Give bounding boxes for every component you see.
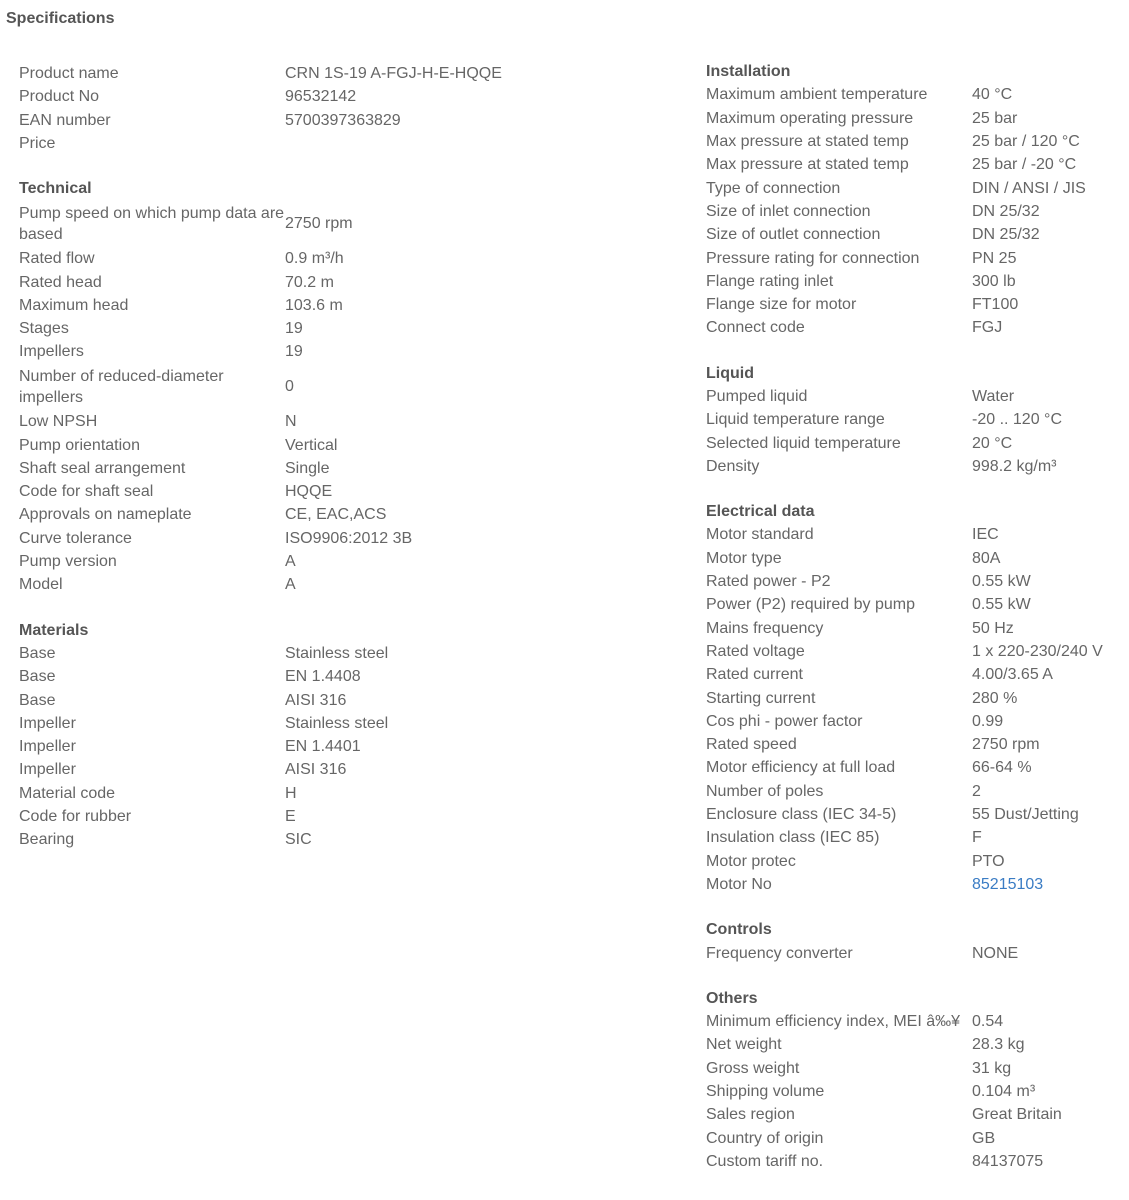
spec-row (706, 1126, 1126, 1149)
spec-row (19, 364, 539, 411)
spec-value: CRN 1S-19 A-FGJ-H-E-HQQE (285, 65, 502, 83)
spec-label: Rated power - P2 (706, 573, 831, 591)
spec-row (706, 455, 1126, 478)
left-column (19, 62, 539, 874)
spec-value: GB (972, 1129, 996, 1147)
spec-label: Custom tariff no. (706, 1152, 824, 1170)
spec-value: HQQE (285, 483, 333, 501)
spec-label: Starting current (706, 689, 816, 707)
others-section (706, 987, 1126, 1173)
spec-label: Motor type (706, 549, 782, 567)
spec-row (706, 780, 1126, 803)
spec-label: Base (19, 668, 56, 686)
section-title-controls: Controls (706, 921, 772, 939)
spec-label: Pump speed on which pump data are based (19, 204, 285, 243)
right-column (706, 60, 1126, 1195)
spec-label: Max pressure at stated temp (706, 133, 909, 151)
materials-section (19, 619, 539, 852)
spec-row (706, 385, 1126, 408)
section-title-electrical: Electrical data (706, 503, 815, 521)
spec-value: 2750 rpm (285, 215, 353, 233)
spec-value: 31 kg (972, 1059, 1012, 1077)
spec-row (706, 293, 1126, 316)
spec-row (706, 1033, 1126, 1056)
spec-row (706, 316, 1126, 339)
spec-value: 2750 rpm (972, 736, 1040, 754)
spec-label: Size of inlet connection (706, 202, 871, 220)
spec-label: Product name (19, 65, 119, 83)
spec-row (706, 593, 1126, 616)
spec-row (19, 433, 539, 456)
spec-label: Motor standard (706, 526, 814, 544)
spec-row (706, 710, 1126, 733)
spec-value: 25 bar / 120 °C (972, 133, 1080, 151)
spec-label: Impeller (19, 714, 76, 732)
spec-label: Flange size for motor (706, 296, 857, 314)
spec-value: N (285, 413, 297, 431)
spec-label: Impeller (19, 738, 76, 756)
spec-value: H (285, 784, 297, 802)
liquid-section (706, 362, 1126, 478)
spec-value: 19 (285, 343, 303, 361)
spec-value: PTO (972, 852, 1005, 870)
spec-value: 280 % (972, 689, 1018, 707)
spec-label: Motor efficiency at full load (706, 759, 896, 777)
spec-value: 0.54 (972, 1013, 1004, 1031)
spec-value: 70.2 m (285, 273, 334, 291)
spec-row (19, 550, 539, 573)
spec-value: 55 Dust/Jetting (972, 806, 1079, 824)
spec-label: Liquid temperature range (706, 411, 885, 429)
spec-label: Maximum operating pressure (706, 109, 914, 127)
spec-label: Minimum efficiency index, MEI â‰¥ (706, 1013, 961, 1031)
spec-row (19, 294, 539, 317)
spec-label: Country of origin (706, 1129, 824, 1147)
spec-row (19, 782, 539, 805)
controls-section (706, 918, 1126, 965)
spec-value: 0.55 kW (972, 596, 1031, 614)
spec-label: Connect code (706, 319, 805, 337)
technical-section (19, 177, 539, 596)
spec-label: Size of outlet connection (706, 226, 881, 244)
spec-row (706, 686, 1126, 709)
spec-value: Single (285, 459, 330, 477)
spec-row (706, 1150, 1126, 1173)
spec-label: Number of poles (706, 782, 824, 800)
spec-value: IEC (972, 526, 999, 544)
section-title-liquid: Liquid (706, 364, 754, 382)
spec-label: Selected liquid temperature (706, 434, 901, 452)
spec-row (706, 733, 1126, 756)
spec-row (706, 176, 1126, 199)
spec-label: Flange rating inlet (706, 272, 834, 290)
spec-row (706, 1057, 1126, 1080)
spec-value: 4.00/3.65 A (972, 666, 1053, 684)
page-title: Specifications (6, 10, 115, 27)
spec-value: EN 1.4401 (285, 738, 361, 756)
spec-row (706, 153, 1126, 176)
spec-value: DN 25/32 (972, 226, 1040, 244)
spec-label: Maximum ambient temperature (706, 86, 928, 104)
spec-label: Code for shaft seal (19, 483, 154, 501)
spec-label: Bearing (19, 831, 75, 849)
spec-value: 66-64 % (972, 759, 1032, 777)
spec-value: E (285, 808, 296, 826)
spec-value: -20 .. 120 °C (972, 411, 1062, 429)
spec-row (706, 850, 1126, 873)
spec-row (19, 457, 539, 480)
spec-value: 0.104 m³ (972, 1083, 1036, 1101)
spec-label: Maximum head (19, 296, 129, 314)
installation-section (706, 60, 1126, 340)
spec-row (706, 431, 1126, 454)
spec-value: F (972, 829, 982, 847)
spec-value: 103.6 m (285, 296, 343, 314)
section-title-installation: Installation (706, 63, 791, 80)
spec-row (706, 547, 1126, 570)
spec-value: 19 (285, 320, 303, 338)
spec-value: 50 Hz (972, 619, 1014, 637)
spec-value: 0 (285, 378, 294, 396)
motor-no-link[interactable]: 85215103 (972, 875, 1044, 893)
spec-value: 25 bar (972, 109, 1018, 127)
spec-row (19, 642, 539, 665)
spec-row (19, 480, 539, 503)
spec-label: Model (19, 576, 63, 594)
spec-row (706, 570, 1126, 593)
spec-row (19, 200, 539, 247)
spec-value: Water (972, 388, 1015, 405)
spec-label: Price (19, 135, 56, 153)
spec-label: Max pressure at stated temp (706, 156, 909, 174)
spec-row (19, 340, 539, 363)
spec-label: Rated speed (706, 736, 797, 754)
spec-value: 2 (972, 782, 981, 800)
spec-row (19, 247, 539, 270)
spec-value: 300 lb (972, 272, 1016, 290)
spec-row (706, 1103, 1126, 1126)
spec-row (19, 527, 539, 550)
spec-label: Product No (19, 88, 100, 106)
spec-row (706, 617, 1126, 640)
spec-label: Motor No (706, 875, 772, 893)
spec-label: Rated head (19, 273, 102, 291)
spec-value: 0.99 (972, 712, 1004, 730)
spec-value: 5700397363829 (285, 111, 401, 129)
spec-value: NONE (972, 944, 1019, 962)
spec-label: Number of reduced-diameter impellers (19, 367, 224, 406)
spec-label: Insulation class (IEC 85) (706, 829, 880, 847)
spec-value: 1 x 220-230/240 V (972, 642, 1103, 660)
spec-row (706, 640, 1126, 663)
spec-value: 80A (972, 549, 1001, 567)
spec-label: Rated current (706, 666, 803, 684)
spec-value: 96532142 (285, 88, 357, 106)
spec-label: Code for rubber (19, 808, 132, 826)
spec-label: Pumped liquid (706, 388, 808, 405)
spec-value: 998.2 kg/m³ (972, 457, 1057, 475)
spec-value: DN 25/32 (972, 202, 1040, 220)
spec-row (19, 758, 539, 781)
spec-row (706, 246, 1126, 269)
spec-row (19, 805, 539, 828)
spec-value: Great Britain (972, 1106, 1062, 1124)
spec-label: EAN number (19, 111, 111, 129)
spec-label: Gross weight (706, 1059, 800, 1077)
spec-label: Rated voltage (706, 642, 805, 660)
spec-label: Cos phi - power factor (706, 712, 863, 730)
spec-value: 28.3 kg (972, 1036, 1025, 1054)
section-title-others: Others (706, 989, 758, 1007)
spec-label: Rated flow (19, 250, 95, 268)
spec-value: CE, EAC,ACS (285, 506, 387, 524)
spec-row (706, 1010, 1126, 1033)
spec-row (706, 826, 1126, 849)
section-title-technical: Technical (19, 180, 92, 198)
spec-value: FGJ (972, 319, 1003, 337)
spec-label: Density (706, 457, 760, 475)
spec-value: AISI 316 (285, 761, 347, 779)
spec-value: A (285, 576, 296, 594)
spec-row (19, 688, 539, 711)
spec-label: Motor protec (706, 852, 796, 870)
spec-row (706, 941, 1126, 964)
spec-value: 84137075 (972, 1152, 1044, 1170)
spec-row (706, 223, 1126, 246)
spec-label: Curve tolerance (19, 529, 132, 547)
spec-row (706, 756, 1126, 779)
spec-row (706, 663, 1126, 686)
spec-label: Pressure rating for connection (706, 249, 920, 267)
spec-value: 20 °C (972, 434, 1013, 452)
spec-value: SIC (285, 831, 312, 849)
spec-row (706, 1080, 1126, 1103)
spec-value: 40 °C (972, 86, 1013, 104)
spec-value: Vertical (285, 436, 338, 454)
spec-label: Impellers (19, 343, 84, 361)
spec-label: Pump orientation (19, 436, 140, 454)
general-section (19, 62, 539, 155)
spec-value: AISI 316 (285, 691, 347, 709)
spec-label: Frequency converter (706, 944, 853, 962)
spec-label: Mains frequency (706, 619, 824, 637)
spec-value: ISO9906:2012 3B (285, 529, 413, 547)
spec-row (706, 408, 1126, 431)
spec-row (19, 85, 539, 108)
spec-label: Stages (19, 320, 69, 338)
spec-label: Material code (19, 784, 116, 802)
spec-label: Base (19, 691, 56, 709)
spec-row (19, 503, 539, 526)
spec-label: Low NPSH (19, 413, 98, 431)
spec-value: Stainless steel (285, 644, 389, 662)
spec-row (19, 270, 539, 293)
spec-value: EN 1.4408 (285, 668, 361, 686)
spec-value: 0.9 m³/h (285, 250, 344, 268)
spec-label: Impeller (19, 761, 76, 779)
electrical-section (706, 500, 1126, 896)
section-title-materials: Materials (19, 621, 89, 639)
spec-row (19, 828, 539, 851)
spec-row (19, 735, 539, 758)
spec-row (19, 62, 539, 85)
spec-label: Sales region (706, 1106, 795, 1124)
spec-row (706, 107, 1126, 130)
spec-label: Approvals on nameplate (19, 506, 192, 524)
spec-label: Net weight (706, 1036, 782, 1054)
spec-row (19, 712, 539, 735)
spec-row (19, 317, 539, 340)
spec-row (706, 873, 1126, 896)
spec-row (19, 132, 539, 155)
spec-value: PN 25 (972, 249, 1017, 267)
spec-value: A (285, 553, 296, 571)
spec-row (706, 270, 1126, 293)
spec-value: 25 bar / -20 °C (972, 156, 1077, 174)
spec-row (706, 523, 1126, 546)
spec-label: Base (19, 644, 56, 662)
spec-row (706, 803, 1126, 826)
spec-value: DIN / ANSI / JIS (972, 179, 1086, 197)
spec-label: Shipping volume (706, 1083, 825, 1101)
spec-label: Type of connection (706, 179, 841, 197)
spec-row (706, 200, 1126, 223)
spec-value: FT100 (972, 296, 1019, 314)
spec-row (706, 130, 1126, 153)
spec-label: Power (P2) required by pump (706, 596, 915, 614)
spec-row (19, 665, 539, 688)
spec-row (19, 573, 539, 596)
spec-row (19, 109, 539, 132)
spec-row (19, 410, 539, 433)
spec-row (706, 83, 1126, 106)
spec-label: Enclosure class (IEC 34-5) (706, 806, 897, 824)
spec-label: Shaft seal arrangement (19, 459, 186, 477)
spec-label: Pump version (19, 553, 117, 571)
spec-value: 0.55 kW (972, 573, 1031, 591)
spec-value: Stainless steel (285, 714, 389, 732)
